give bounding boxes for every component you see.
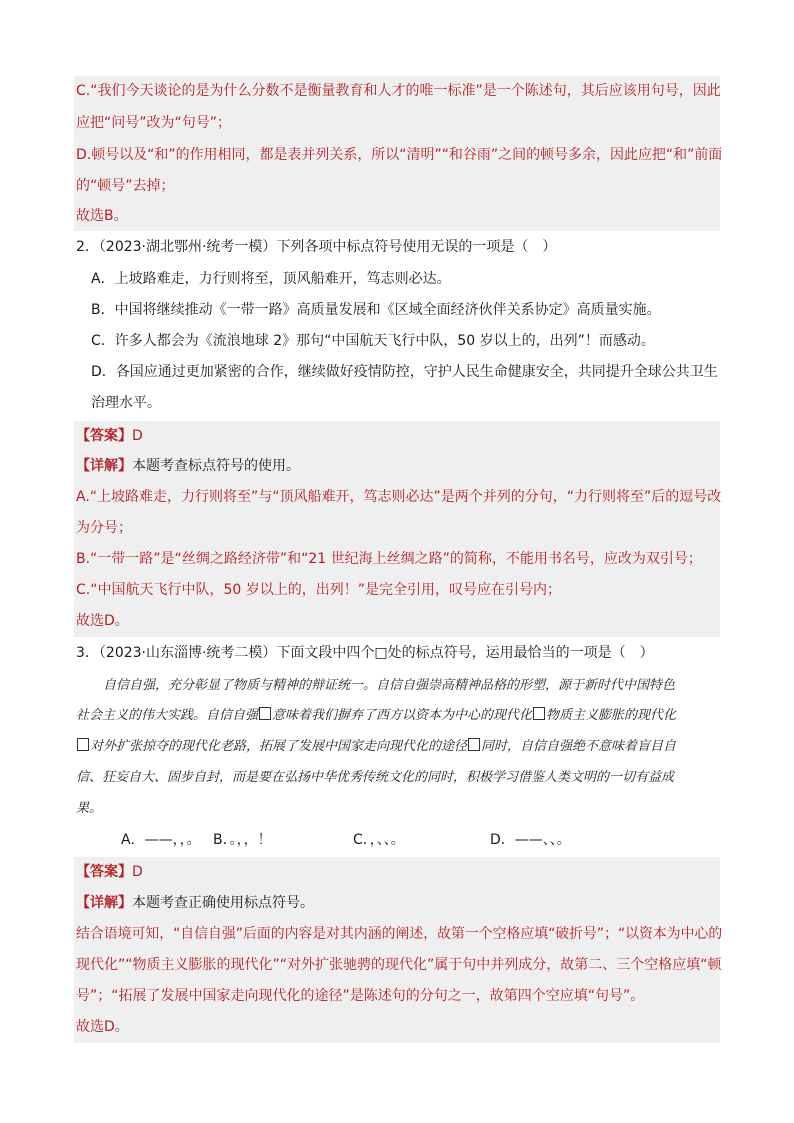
q3-answer-value: D — [132, 864, 143, 880]
q2-option-c: C．许多人都会为《流浪地球 2》那句“中国航天飞行中队，50 岁以上的，出列”！而感动。 — [91, 333, 655, 349]
q3-option-d: D．——、、。 — [490, 832, 571, 848]
q2-stem: 2．（2023·湖北鄂州·统考一模）下列各项中标点符号使用无误的一项是（ ） — [76, 239, 557, 255]
q2-answer-shade — [74, 421, 720, 637]
q3-passage-line4: 信、狂妄自大、固步自封，而是要在弘扬中华优秀传统文化的同时，积极学习借鉴人类文明的一切有益成 — [76, 770, 675, 785]
q2-detail-tag: 【详解】 — [76, 458, 132, 474]
q3-option-b: B．。，，！ — [213, 832, 272, 848]
q2-option-d-line1: D．各国应通过更加紧密的合作，继续做好疫情防控，守护人民生命健康安全，共同提升全球公共卫生 — [91, 364, 718, 380]
q3-passage-2a: 社会主义的伟大实践。自信自强 — [76, 708, 259, 723]
q3-detail-tag: 【详解】 — [76, 895, 132, 911]
q2-detail — [76, 456, 300, 476]
q2-detail-text: 本题考查标点符号的使用。 — [132, 458, 300, 474]
q3-option-a: A．——，，。 — [121, 832, 201, 848]
q3-passage-3b: 同时，自信自强绝不意味着盲目自 — [481, 739, 677, 754]
q2-answer-tag: 【答案】 — [76, 428, 132, 444]
analysis-c-line1: C.“我们今天谈论的是为什么分数不是衡量教育和人才的唯一标准”是一个陈述句，其后应该用句号，因此 — [76, 83, 721, 99]
q2-analysis-a-line2: 为分号； — [76, 520, 132, 536]
q3-passage-2b: 意味着我们摒弃了西方以资本为中心的现代化 — [272, 708, 533, 723]
analysis-c-line2: 应把“问号”改为“句号”； — [76, 115, 232, 131]
q2-analysis-a-line1: A.“上坡路难走，力行则将至”与“顶风船难开，笃志则必达”是两个并列的分句，“力行则将至”后的逗号改 — [76, 489, 722, 505]
analysis-conclusion: 故选B。 — [76, 208, 128, 224]
q2-option-a: A．上坡路难走，力行则将至，顶风船难开，笃志则必达。 — [91, 271, 451, 287]
q2-analysis-c: C.“中国航天飞行中队，50 岁以上的，出列！”是完全引用，叹号应在引号内； — [76, 582, 561, 598]
q2-answer-value: D — [132, 428, 143, 444]
blank-box-4 — [468, 738, 480, 751]
q3-passage-2c: 物质主义膨胀的现代化 — [546, 708, 677, 723]
q3-conclusion: 故选D。 — [76, 1019, 129, 1035]
q3-passage-line2 — [76, 706, 676, 726]
q2-conclusion: 故选D。 — [76, 613, 129, 629]
q2-answer — [76, 426, 143, 446]
q3-detail — [76, 893, 314, 913]
analysis-d-line2: 的“顿号”去掉； — [76, 178, 175, 194]
blank-box-3 — [77, 738, 89, 751]
q3-answer-tag: 【答案】 — [76, 864, 132, 880]
blank-box-1 — [259, 707, 271, 720]
q3-answer-shade — [74, 857, 723, 1043]
q3-detail-text: 本题考查正确使用标点符号。 — [132, 895, 314, 911]
q3-passage-line1: 自信自强，充分彰显了物质与精神的辩证统一。自信自强崇高精神品格的形塑，源于新时代中国特色 — [103, 678, 676, 693]
q2-option-b: B．中国将继续推动《一带一路》高质量发展和《区域全面经济伙伴关系协定》高质量实施。 — [91, 302, 661, 318]
q3-answer — [76, 862, 143, 882]
q2-analysis-b: B.“一带一路”是“丝绸之路经济带”和“21 世纪海上丝绸之路”的简称，不能用书名号，应改为双引号； — [76, 551, 702, 567]
q3-passage-line3 — [76, 737, 676, 757]
q3-explanation-line3: 号”；“拓展了发展中国家走向现代化的途径”是陈述句的分句之一，故第四个空应填“句号”。 — [76, 988, 645, 1004]
q3-passage-3a: 对外扩张掠夺的现代化老路，拓展了发展中国家走向现代化的途径 — [90, 739, 468, 754]
blank-box-2 — [533, 707, 545, 720]
q3-explanation-line2: 现代化”“物质主义膨胀的现代化”“对外扩张驰骋的现代化”属于句中并列成分，故第二、三个空格应填“顿 — [76, 957, 722, 973]
q2-option-d-line2: 治理水平。 — [91, 395, 161, 411]
q3-passage-line5: 果。 — [76, 801, 103, 816]
q3-explanation-line1: 结合语境可知，“自信自强”后面的内容是对其内涵的阐述，故第一个空格应填“破折号”；“以资本为中心的 — [76, 926, 723, 942]
analysis-d-line1: D.顿号以及“和”的作用相同，都是表并列关系，所以“清明”“和谷雨”之间的顿号多余，因此应把“和”前面 — [76, 147, 723, 163]
q3-stem: 3．（2023·山东淄博·统考二模）下面文段中四个□处的标点符号，运用最恰当的一项是（ ） — [76, 645, 654, 661]
q3-option-c: C．，、、。 — [353, 832, 405, 848]
